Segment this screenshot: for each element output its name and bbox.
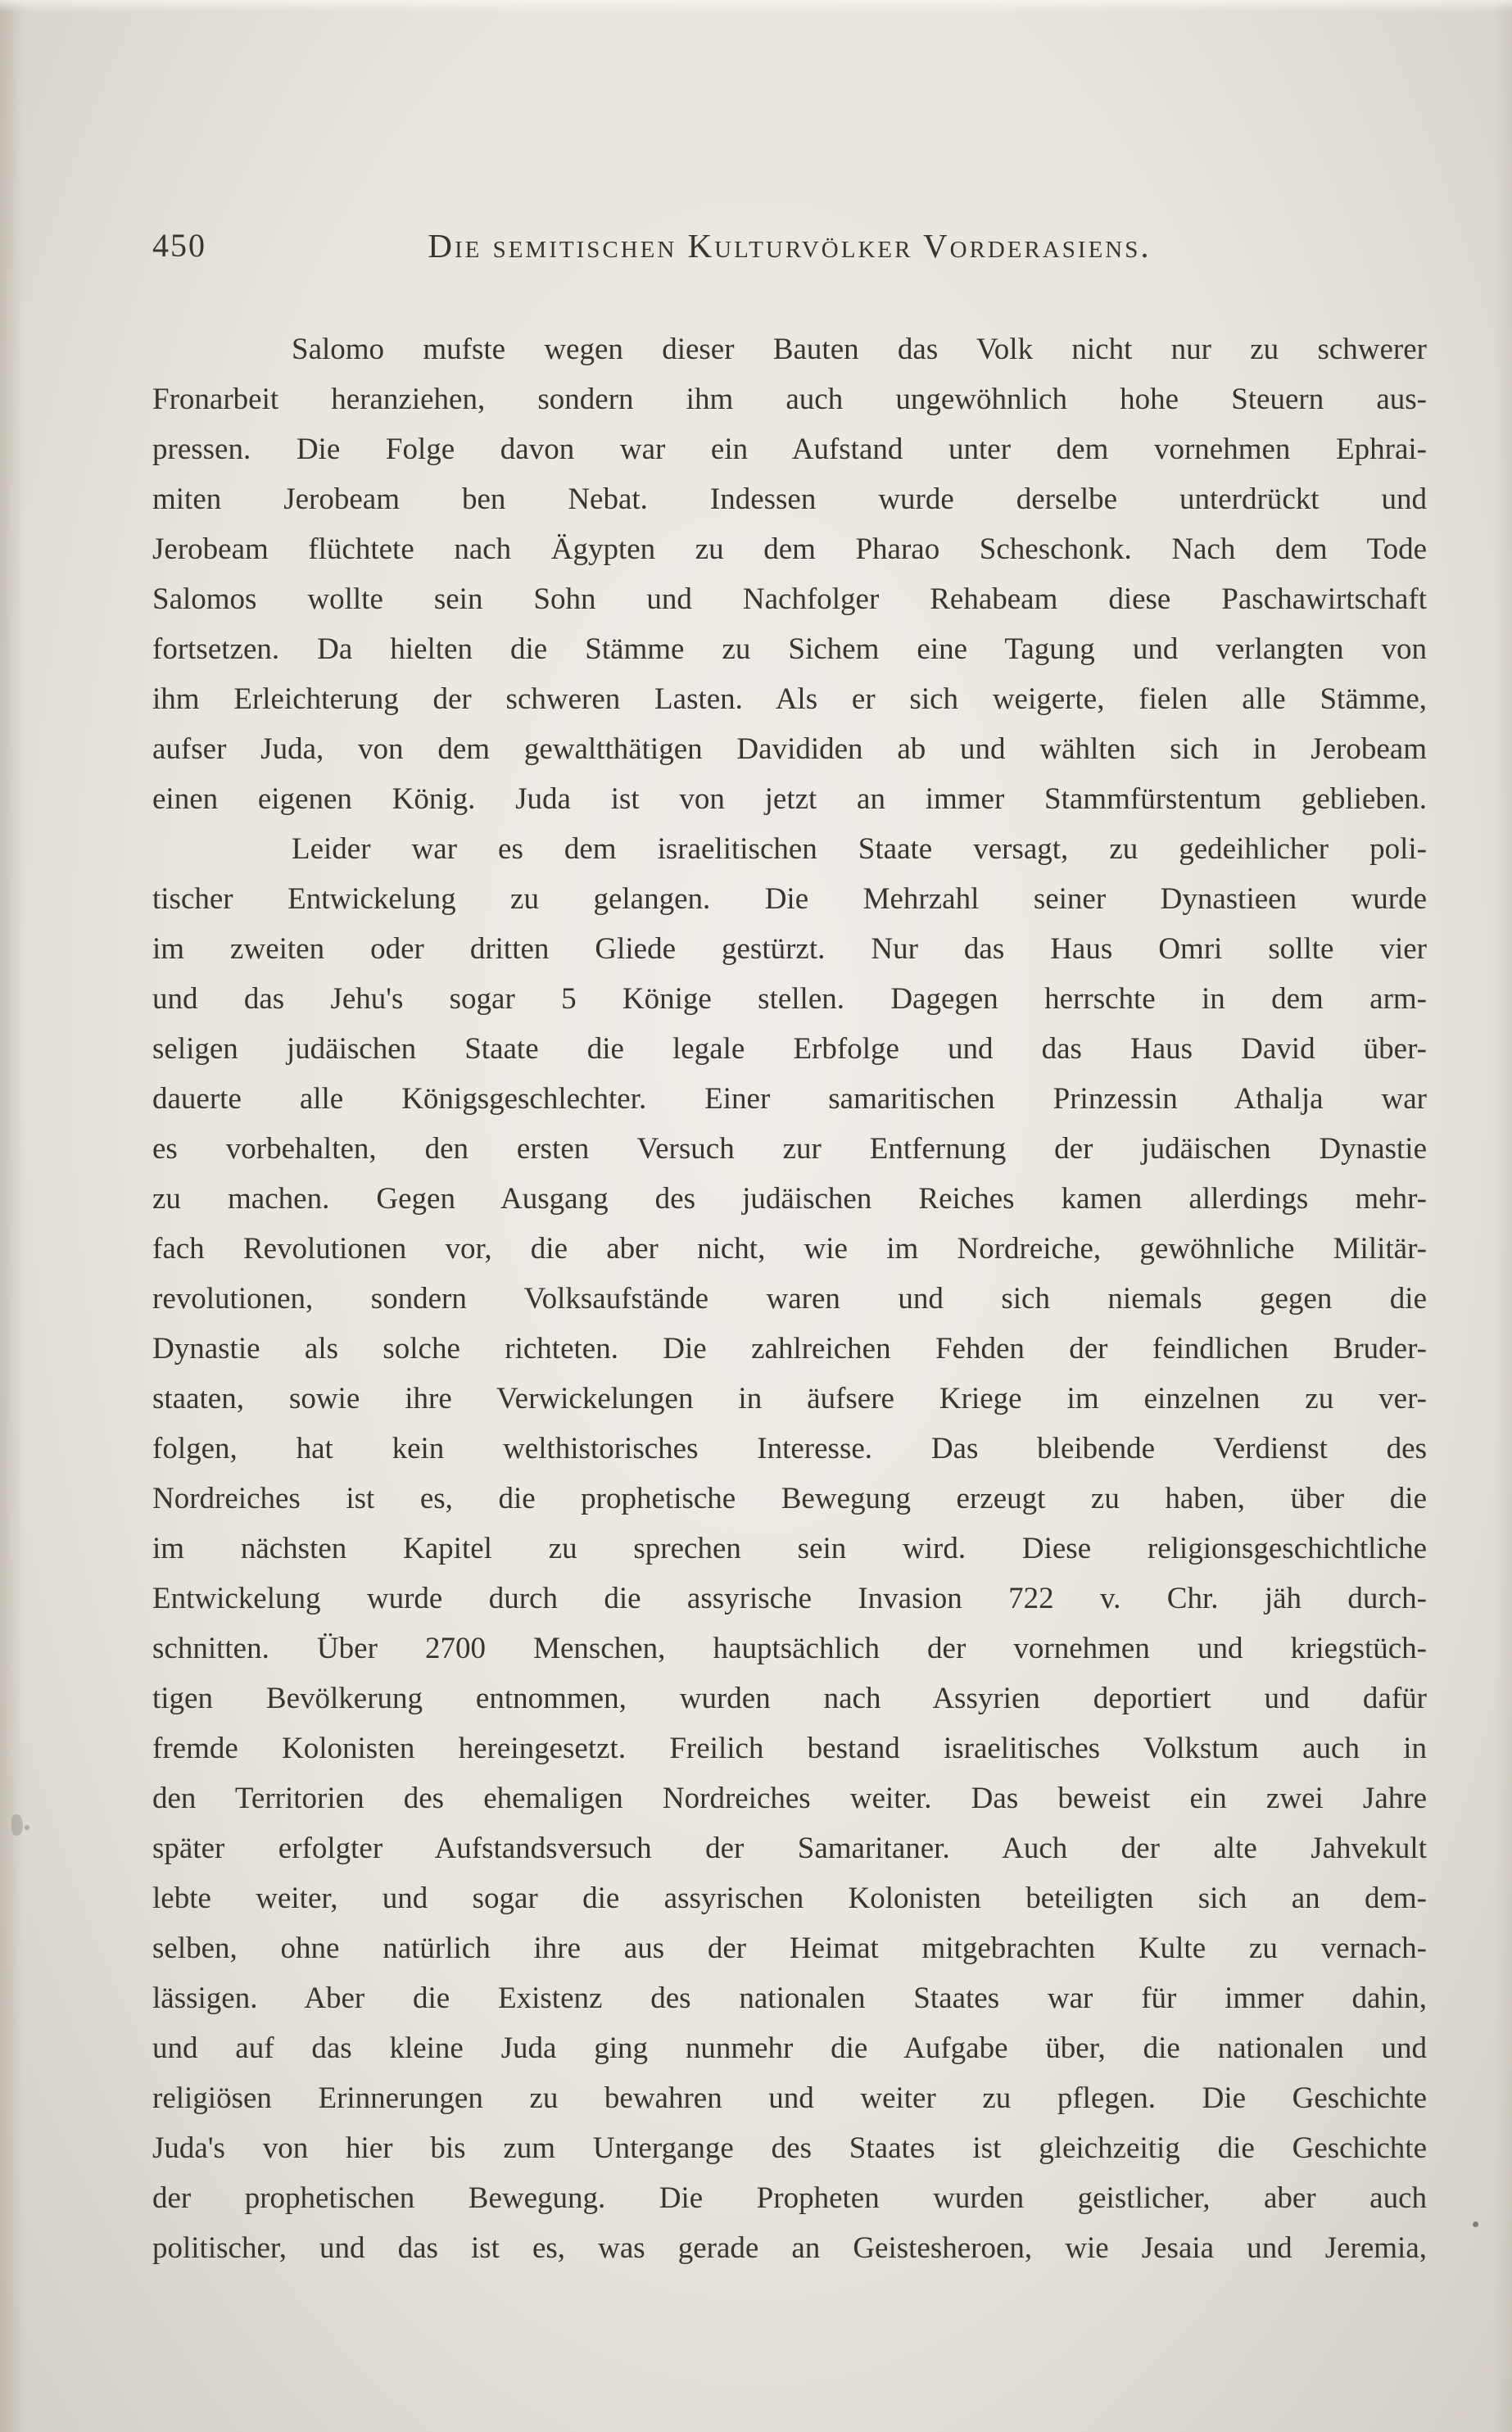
text-line: es vorbehalten, den ersten Versuch zur Entfernung der judäischen Dynastie xyxy=(152,1132,1427,1166)
text-line: schnitten. Über 2700 Menschen, hauptsächlich der vornehmen und kriegstüch- xyxy=(152,1632,1427,1665)
text-line: dauerte alle Königsgeschlechter. Einer samaritischen Prinzessin Athalja war xyxy=(152,1082,1427,1116)
text-line: zu machen. Gegen Ausgang des judäischen Reiches kamen allerdings mehr- xyxy=(152,1182,1427,1216)
text-line: den Territorien des ehemaligen Nordreiches weiter. Das beweist ein zwei Jahre xyxy=(152,1782,1427,1815)
text-line: staaten, sowie ihre Verwickelungen in äufsere Kriege im einzelnen zu ver- xyxy=(152,1382,1427,1415)
text-line: und auf das kleine Juda ging nunmehr die Aufgabe über, die nationalen und xyxy=(152,2031,1427,2065)
page-body xyxy=(152,324,1427,2273)
text-line: lebte weiter, und sogar die assyrischen Kolonisten beteiligten sich an dem- xyxy=(152,1882,1427,1915)
text-line: revolutionen, sondern Volksaufstände waren und sich niemals gegen die xyxy=(152,1282,1427,1316)
scan-speck xyxy=(1473,2221,1478,2227)
text-line: Salomo mufste wegen dieser Bauten das Volk nicht nur zu schwerer xyxy=(292,333,1427,366)
text-line: politischer, und das ist es, was gerade an Geistesheroen, wie Jesaia und Jeremia, xyxy=(152,2231,1427,2265)
text-line: folgen, hat kein welthistorisches Interesse. Das bleibende Verdienst des xyxy=(152,1432,1427,1465)
text-line: Juda's von hier bis zum Untergange des Staates ist gleichzeitig die Geschichte xyxy=(152,2131,1427,2165)
text-line: aufser Juda, von dem gewaltthätigen Davididen ab und wählten sich in Jerobeam xyxy=(152,732,1427,766)
text-line: religiösen Erinnerungen zu bewahren und weiter zu pflegen. Die Geschichte xyxy=(152,2081,1427,2115)
text-line: pressen. Die Folge davon war ein Aufstand unter dem vornehmen Ephrai- xyxy=(152,433,1427,466)
page-number: 450 xyxy=(152,227,206,264)
text-line: und das Jehu's sogar 5 Könige stellen. Dagegen herrschte in dem arm- xyxy=(152,982,1427,1016)
text-line: lässigen. Aber die Existenz des nationalen Staates war für immer dahin, xyxy=(152,1981,1427,2015)
text-line: später erfolgter Aufstandsversuch der Samaritaner. Auch der alte Jahvekult xyxy=(152,1832,1427,1865)
text-line: miten Jerobeam ben Nebat. Indessen wurde derselbe unterdrückt und xyxy=(152,482,1427,516)
text-line: im zweiten oder dritten Gliede gestürzt. Nur das Haus Omri sollte vier xyxy=(152,932,1427,966)
page-header xyxy=(152,226,1427,269)
paragraph-2 xyxy=(152,824,1427,2273)
text-line: fortsetzen. Da hielten die Stämme zu Sichem eine Tagung und verlangten von xyxy=(152,632,1427,666)
text-line: Dynastie als solche richteten. Die zahlreichen Fehden der feindlichen Bruder- xyxy=(152,1332,1427,1365)
text-line: tischer Entwickelung zu gelangen. Die Mehrzahl seiner Dynastieen wurde xyxy=(152,882,1427,916)
text-line: Jerobeam flüchtete nach Ägypten zu dem Pharao Scheschonk. Nach dem Tode xyxy=(152,532,1427,566)
text-line: Salomos wollte sein Sohn und Nachfolger Rehabeam diese Paschawirtschaft xyxy=(152,582,1427,616)
text-line: fremde Kolonisten hereingesetzt. Freilich bestand israelitisches Volkstum auch in xyxy=(152,1732,1427,1765)
text-line: tigen Bevölkerung entnommen, wurden nach Assyrien deportiert und dafür xyxy=(152,1682,1427,1715)
scan-speck xyxy=(25,1825,29,1830)
text-line: Entwickelung wurde durch die assyrische Invasion 722 v. Chr. jäh durch- xyxy=(152,1582,1427,1615)
text-line: fach Revolutionen vor, die aber nicht, wie im Nordreiche, gewöhnliche Militär- xyxy=(152,1232,1427,1266)
text-line: ihm Erleichterung der schweren Lasten. Als er sich weigerte, fielen alle Stämme, xyxy=(152,682,1427,716)
text-line: Leider war es dem israelitischen Staate versagt, zu gedeihlicher poli- xyxy=(292,832,1427,866)
text-line: Nordreiches ist es, die prophetische Bewegung erzeugt zu haben, über die xyxy=(152,1482,1427,1515)
scan-speck xyxy=(11,1814,23,1836)
text-line: der prophetischen Bewegung. Die Propheten wurden geistlicher, aber auch xyxy=(152,2181,1427,2215)
text-line: im nächsten Kapitel zu sprechen sein wird. Diese religionsgeschichtliche xyxy=(152,1532,1427,1565)
text-line: seligen judäischen Staate die legale Erbfolge und das Haus David über- xyxy=(152,1032,1427,1066)
text-line: Fronarbeit heranziehen, sondern ihm auch ungewöhnlich hohe Steuern aus- xyxy=(152,383,1427,416)
paragraph-1 xyxy=(152,324,1427,824)
text-line: einen eigenen König. Juda ist von jetzt an immer Stammfürstentum geblieben. xyxy=(152,782,1427,816)
running-title: Die semitischen Kulturvölker Vorderasiens. xyxy=(428,227,1152,265)
text-line: selben, ohne natürlich ihre aus der Heimat mitgebrachten Kulte zu vernach- xyxy=(152,1932,1427,1965)
